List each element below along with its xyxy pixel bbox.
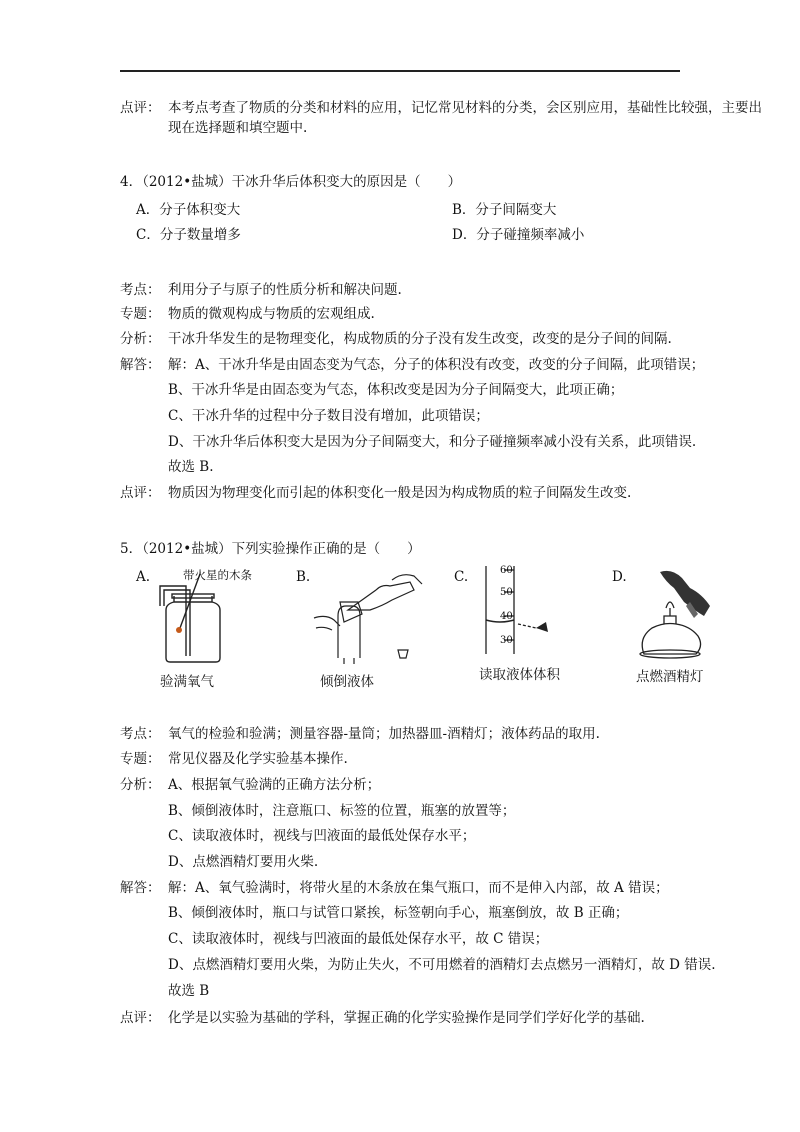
q5-fenxi-line: C、读取液体时，视线与凹液面的最低处保存水平； bbox=[168, 828, 476, 844]
q4-jieda-line: 解：A、干冰升华是由固态变为气态，分子的体积没有改变，改变的分子间隔，此项错误； bbox=[168, 357, 705, 373]
figure-c-tick: 40 bbox=[500, 611, 513, 622]
q4-option-b: B．分子间隔变大 bbox=[452, 202, 557, 218]
q5-jieda-line: 解：A、氧气验满时，将带火星的木条放在集气瓶口，而不是伸入内部，故 A 错误； bbox=[168, 880, 669, 896]
top-divider bbox=[120, 70, 680, 72]
q5-zhuanti-label: 专题： bbox=[120, 751, 161, 767]
figure-c-tick: 60 bbox=[500, 565, 513, 576]
q4-jieda-label: 解答： bbox=[120, 357, 161, 373]
q4-dianping-text: 物质因为物理变化而引起的体积变化一般是因为构成物质的粒子间隔发生改变. bbox=[168, 485, 632, 501]
q4-jieda-line: 故选 B. bbox=[168, 459, 214, 475]
q4-dianping-label: 点评： bbox=[120, 485, 161, 501]
question-5-stem: 5．（2012•盐城）下列实验操作正确的是（ ） bbox=[120, 541, 421, 557]
q5-jieda-label: 解答： bbox=[120, 880, 161, 896]
q5-fenxi-line: A、根据氧气验满的正确方法分析； bbox=[168, 777, 381, 793]
figure-a-caption: 验满氧气 bbox=[160, 674, 214, 690]
q5-jieda-line: D、点燃酒精灯要用火柴，为防止失火，不可用燃着的酒精灯去点燃另一酒精灯，故 D 错误. bbox=[168, 957, 716, 973]
figure-d-alcohol-lamp bbox=[630, 566, 720, 666]
comment-label: 点评： bbox=[120, 100, 161, 116]
q4-option-c: C．分子数量增多 bbox=[136, 227, 241, 243]
q5-kaodian-text: 氧气的检验和验满；测量容器-量筒；加热器皿-酒精灯；液体药品的取用. bbox=[168, 726, 600, 742]
q5-fenxi-label: 分析： bbox=[120, 777, 161, 793]
q5-jieda-line: C、读取液体时，视线与凹液面的最低处保存水平，故 C 错误； bbox=[168, 931, 549, 947]
q4-jieda-line: C、干冰升华的过程中分子数目没有增加，此项错误； bbox=[168, 408, 489, 424]
figure-b-pouring-liquid bbox=[310, 566, 430, 670]
figure-a-inner-label: 带火星的木条 bbox=[183, 568, 252, 582]
figure-d-caption: 点燃酒精灯 bbox=[636, 669, 704, 685]
q5-kaodian-label: 考点： bbox=[120, 726, 161, 742]
figure-b-letter: B. bbox=[296, 569, 311, 585]
q4-fenxi-label: 分析： bbox=[120, 331, 161, 347]
q4-jieda-line: D、干冰升华后体积变大是因为分子间隔变大，和分子碰撞频率减小没有关系，此项错误. bbox=[168, 434, 697, 450]
q5-zhuanti-text: 常见仪器及化学实验基本操作. bbox=[168, 751, 348, 767]
q4-zhuanti-label: 专题： bbox=[120, 306, 161, 322]
figure-c-letter: C. bbox=[454, 569, 469, 585]
q5-jieda-line: B、倾倒液体时，瓶口与试管口紧挨，标签朝向手心，瓶塞倒放，故 B 正确； bbox=[168, 905, 629, 921]
figure-c-caption: 读取液体体积 bbox=[479, 667, 560, 683]
q4-kaodian-label: 考点： bbox=[120, 282, 161, 298]
figure-b-caption: 倾倒液体 bbox=[320, 674, 374, 690]
q5-jieda-line: 故选 B bbox=[168, 983, 210, 999]
q4-zhuanti-text: 物质的微观构成与物质的宏观组成. bbox=[168, 306, 375, 322]
hand-icon bbox=[660, 571, 710, 616]
q5-fenxi-line: D、点燃酒精灯要用火柴. bbox=[168, 854, 319, 870]
q4-option-d: D．分子碰撞频率减小 bbox=[452, 227, 585, 243]
q5-fenxi-line: B、倾倒液体时，注意瓶口、标签的位置，瓶塞的放置等； bbox=[168, 803, 516, 819]
figure-a-letter: A. bbox=[136, 569, 151, 585]
eye-icon bbox=[536, 622, 548, 632]
comment-text-line1: 本考点考查了物质的分类和材料的应用，记忆常见材料的分类，会区别应用，基础性比较强，主要出 bbox=[168, 100, 762, 116]
figure-c-tick: 30 bbox=[500, 635, 513, 646]
comment-text-line2: 现在选择题和填空题中. bbox=[168, 120, 308, 136]
figure-c-graduated-cylinder bbox=[474, 564, 574, 660]
question-4-stem: 4．（2012•盐城）干冰升华后体积变大的原因是（ ） bbox=[120, 174, 462, 190]
q4-jieda-line: B、干冰升华是由固态变为气态，体积改变是因为分子间隔变大，此项正确； bbox=[168, 382, 624, 398]
glowing-tip-icon bbox=[176, 627, 182, 633]
q5-dianping-label: 点评： bbox=[120, 1010, 161, 1026]
q4-kaodian-text: 利用分子与原子的性质分析和解决问题. bbox=[168, 282, 402, 298]
figure-c-tick: 50 bbox=[500, 587, 513, 598]
q4-fenxi-text: 干冰升华发生的是物理变化，构成物质的分子没有发生改变，改变的是分子间的间隔. bbox=[168, 331, 672, 347]
q4-option-a: A．分子体积变大 bbox=[136, 202, 241, 218]
figure-d-letter: D. bbox=[612, 569, 627, 585]
q5-dianping-text: 化学是以实验为基础的学科，掌握正确的化学实验操作是同学们学好化学的基础. bbox=[168, 1010, 645, 1026]
